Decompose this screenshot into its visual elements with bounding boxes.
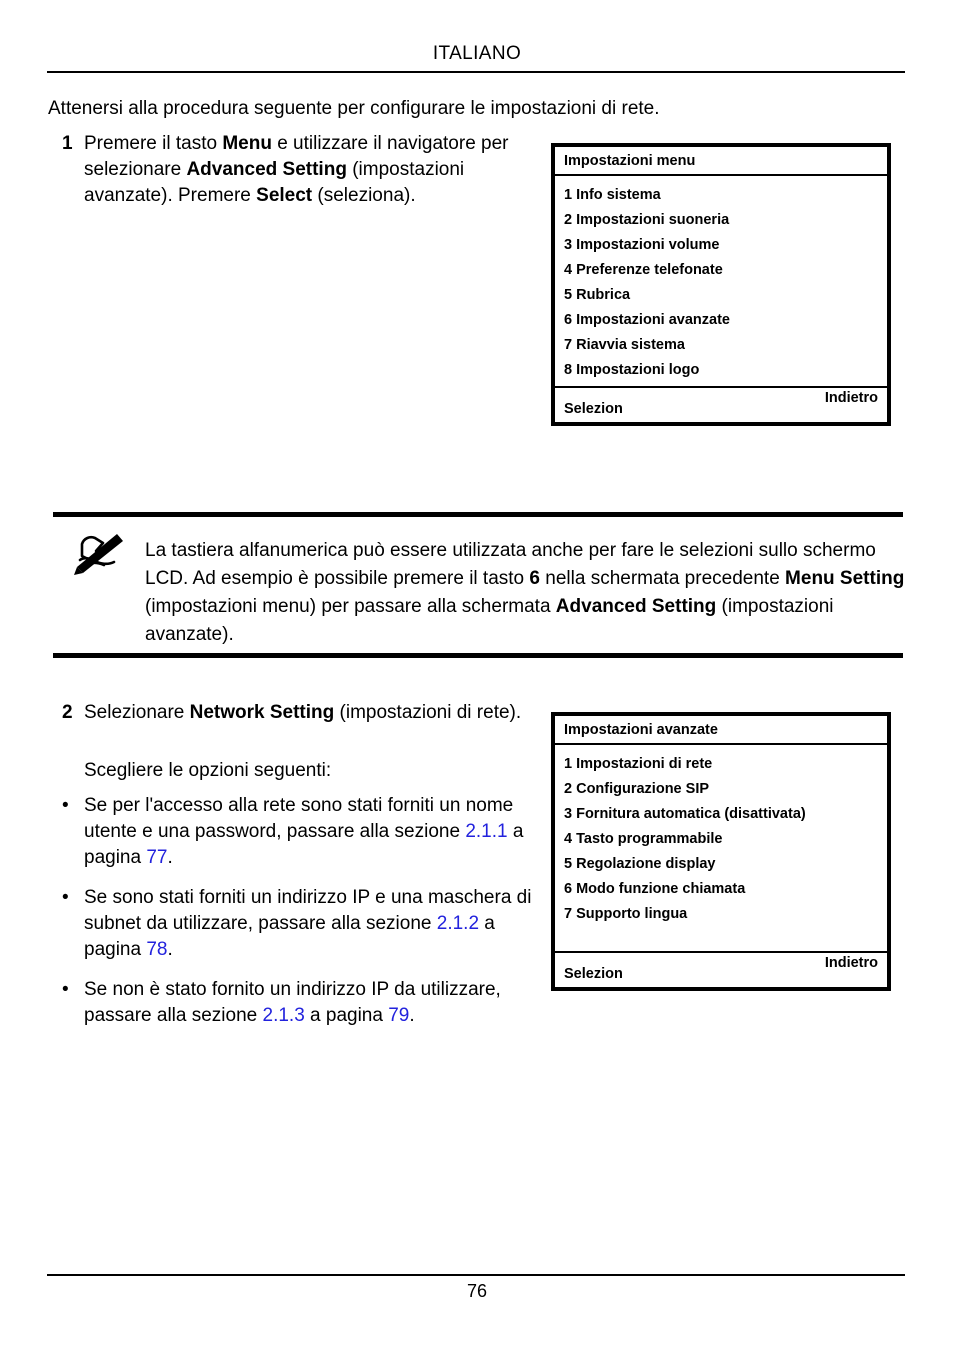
list-item [62,885,542,963]
softkey-select[interactable]: Selezion [564,966,623,982]
lcd-menu-item[interactable]: 8 Impostazioni logo [564,362,700,378]
lcd-menu-item[interactable]: 4 Tasto programmabile [564,831,723,847]
lcd-menu-item[interactable]: 3 Fornitura automatica (disattivata) [564,806,806,822]
intro-paragraph: Attenersi alla procedura seguente per configurare le impostazioni di rete. [48,98,660,119]
lcd-softkey-bar [555,951,887,987]
writing-hand-pencil-icon [70,524,132,580]
page-number: 76 [466,1281,488,1301]
step-1-text: Premere il tasto Menu e utilizzare il navigatore per selezionare Advanced Setting (impostazioni avanzate). Premere Select (seleziona). [84,133,509,206]
lcd-title: Impostazioni avanzate [555,716,887,745]
step-1 [62,131,542,209]
cross-reference-link[interactable]: 2.1.1 [465,821,508,842]
cross-reference-link[interactable]: 79 [388,1005,410,1026]
lcd-menu-list [555,176,887,383]
lcd-title: Impostazioni menu [555,147,887,176]
cross-reference-link[interactable]: 2.1.3 [262,1005,305,1026]
lcd-menu-item[interactable]: 3 Impostazioni volume [564,237,720,253]
scegliere-label: Scegliere le opzioni seguenti: [84,760,332,781]
step-1-number: 1 [62,133,73,154]
softkey-back[interactable]: Indietro [824,390,878,406]
softkey-select[interactable]: Selezion [564,401,623,417]
step-2-text: Selezionare Network Setting (impostazioni di rete). [84,702,522,723]
bullet-text: Se sono stati forniti un indirizzo IP e una maschera di subnet da utilizzare, passare alla sezione 2.1.2 a pagina 78. [84,887,532,960]
lcd-screen-menu-settings [551,143,891,426]
lcd-menu-item[interactable]: 6 Modo funzione chiamata [564,881,746,897]
cross-reference-link[interactable]: 2.1.2 [436,913,480,934]
lcd-menu-item[interactable]: 4 Preferenze telefonate [564,262,723,278]
note-divider-bottom [53,653,903,658]
lcd-menu-item[interactable]: 2 Configurazione SIP [564,781,710,797]
list-item [62,977,542,1029]
bullet-text: Se per l'accesso alla rete sono stati forniti un nome utente e una password, passare alla sezione 2.1.1 a pagina 77. [84,795,524,868]
lcd-menu-item[interactable]: 1 Info sistema [564,187,661,203]
note-text: La tastiera alfanumerica può essere utilizzata anche per fare le selezioni sullo schermo LCD. Ad esempio è possibile premere il tasto 6 nella schermata precedente Menu Setting (impostazioni menu) per passare alla schermata Advanced Setting (impostazioni avanzate). [145,540,905,645]
bullet-marker: • [62,979,69,1000]
softkey-back[interactable]: Indietro [824,955,878,971]
footer-divider [47,1274,905,1276]
page-header-title: ITALIANO [432,43,522,64]
step-2-number: 2 [62,702,73,723]
lcd-menu-list [555,745,887,927]
lcd-menu-item[interactable]: 7 Supporto lingua [564,906,688,922]
lcd-screen-advanced-settings [551,712,891,991]
note-divider-top [53,512,903,517]
lcd-softkey-bar [555,386,887,422]
list-item [62,793,542,871]
lcd-menu-item[interactable]: 5 Rubrica [564,287,631,303]
cross-reference-link[interactable]: 77 [146,847,168,868]
lcd-menu-item[interactable]: 5 Regolazione display [564,856,716,872]
lcd-menu-item[interactable]: 1 Impostazioni di rete [564,756,713,772]
lcd-menu-item[interactable]: 6 Impostazioni avanzate [564,312,730,328]
lcd-menu-item[interactable]: 7 Riavvia sistema [564,337,685,353]
bullet-list [62,793,542,1043]
bullet-marker: • [62,795,69,816]
header-divider [47,71,905,73]
bullet-text: Se non è stato fornito un indirizzo IP da utilizzare, passare alla sezione 2.1.3 a pagina 79. [84,979,501,1026]
bullet-marker: • [62,887,69,908]
step-2 [62,700,532,726]
lcd-menu-item[interactable]: 2 Impostazioni suoneria [564,212,730,228]
cross-reference-link[interactable]: 78 [146,939,168,960]
